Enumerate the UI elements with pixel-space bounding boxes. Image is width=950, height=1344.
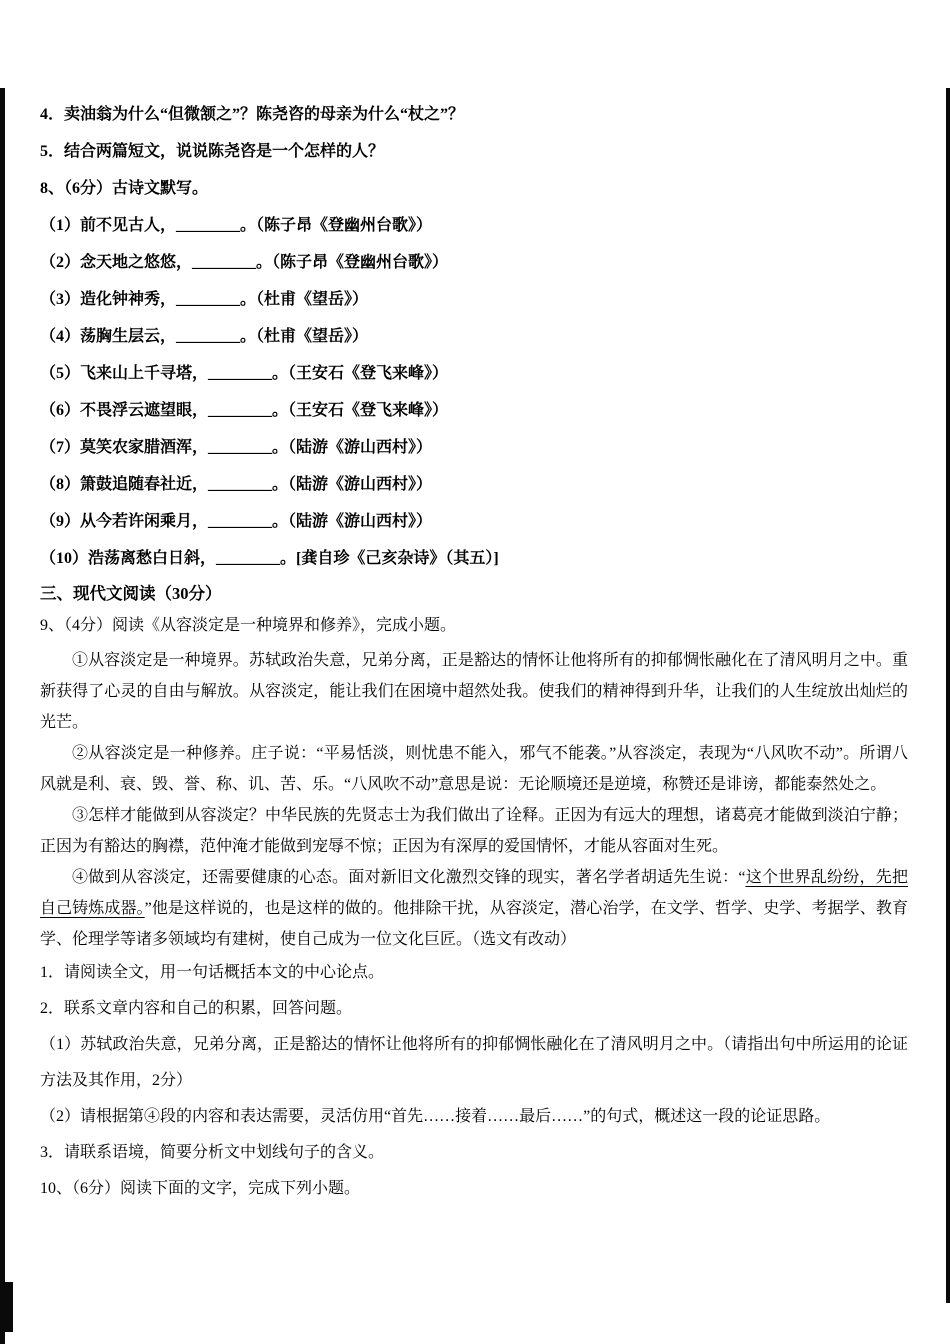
q9-subquestion-2: 2．联系文章内容和自己的积累，回答问题。 — [40, 1000, 353, 1017]
q8-item-1: （1）前不见古人，________。（陈子昂《登幽州台歌》） — [40, 217, 433, 234]
q8-item-9: （9）从今若许闲乘月，________。（陆游《游山西村》） — [40, 513, 433, 530]
q9-para4-pre: ④做到从容淡定，还需要健康的心态。面对新旧文化激烈交锋的现实，著名学者胡适先生说：“ — [72, 869, 746, 886]
question-5: 5．结合两篇短文，说说陈尧咨是一个怎样的人？ — [40, 143, 385, 160]
q8-item-6: （6）不畏浮云遮望眼，________。（王安石《登飞来峰》） — [40, 402, 449, 419]
q9-subquestion-2-2: （2）请根据第④段的内容和表达需要，灵活仿用“首先……接着……最后……”的句式，概述这一段的论证思路。 — [40, 1108, 831, 1125]
scan-edge-left — [0, 88, 5, 1344]
q8-item-8: （8）箫鼓追随春社近，________。（陆游《游山西村》） — [40, 476, 433, 493]
q9-subquestion-2-1: （1）苏轼政治失意，兄弟分离，正是豁达的情怀让他将所有的抑郁惆怅融化在了清风明月之中。（请指出句中所运用的论证方法及其作用，2分） — [40, 1036, 908, 1089]
section-3-heading: 三、现代文阅读（30分） — [40, 584, 222, 603]
q9-subquestion-1: 1．请阅读全文，用一句话概括本文的中心论点。 — [40, 964, 385, 981]
document-content — [40, 96, 908, 1207]
q8-item-3: （3）造化钟神秀，________。（杜甫《望岳》） — [40, 291, 369, 308]
q9-subquestion-3: 3．请联系语境，简要分析文中划线句子的含义。 — [40, 1144, 385, 1161]
scan-corner-mark — [0, 1282, 13, 1332]
question-9-intro: 9、（4分）阅读《从容淡定是一种境界和修养》，完成小题。 — [40, 617, 457, 634]
q8-item-4: （4）荡胸生层云，________。（杜甫《望岳》） — [40, 328, 369, 345]
question-4: 4．卖油翁为什么“但微颔之”？陈尧咨的母亲为什么“杖之”？ — [40, 106, 465, 123]
q8-item-7: （7）莫笑农家腊酒浑，________。（陆游《游山西村》） — [40, 439, 433, 456]
q9-para4-post: ”他是这样说的，也是这样的做的。他排除干扰，从容淡定，潜心治学，在文学、哲学、史学、考据学、教育学、伦理学等诸多领域均有建树，使自己成为一位文化巨匠。（选文有改动） — [40, 900, 908, 948]
q9-paragraph-2: ②从容淡定是一种修养。庄子说：“平易恬淡，则忧患不能入，邪气不能袭。”从容淡定，表现为“八风吹不动”。所谓八风就是利、衰、毁、誉、称、讥、苦、乐。“八风吹不动”意思是说：无论顺境还是逆境，称赞还是诽谤，都能泰然处之。 — [40, 745, 908, 793]
scan-edge-right — [946, 88, 950, 1303]
q8-item-10: （10）浩荡离愁白日斜，________。[龚自珍《己亥杂诗》（其五）] — [40, 550, 499, 567]
q9-para4-underlined-quote: 这个世界乱纷纷，先把自己铸炼成器。 — [40, 869, 908, 917]
q8-item-5: （5）飞来山上千寻塔，________。（王安石《登飞来峰》） — [40, 365, 449, 382]
question-10-intro: 10、（6分）阅读下面的文字，完成下列小题。 — [40, 1180, 361, 1197]
question-8-heading: 8、（6分）古诗文默写。 — [40, 180, 209, 197]
q8-item-2: （2）念天地之悠悠，________。（陈子昂《登幽州台歌》） — [40, 254, 449, 271]
q9-paragraph-1: ①从容淡定是一种境界。苏轼政治失意，兄弟分离，正是豁达的情怀让他将所有的抑郁惆怅融化在了清风明月之中。重新获得了心灵的自由与解放。从容淡定，能让我们在困境中超然处我。使我们的精神得到升华，让我们的人生绽放出灿烂的光芒。 — [40, 652, 908, 731]
q9-paragraph-4 — [40, 862, 908, 955]
q9-paragraph-3: ③怎样才能做到从容淡定？中华民族的先贤志士为我们做出了诠释。正因为有远大的理想，诸葛亮才能做到淡泊宁静；正因为有豁达的胸襟，范仲淹才能做到宠辱不惊；正因为有深厚的爱国情怀，才能从容面对生死。 — [40, 807, 908, 855]
